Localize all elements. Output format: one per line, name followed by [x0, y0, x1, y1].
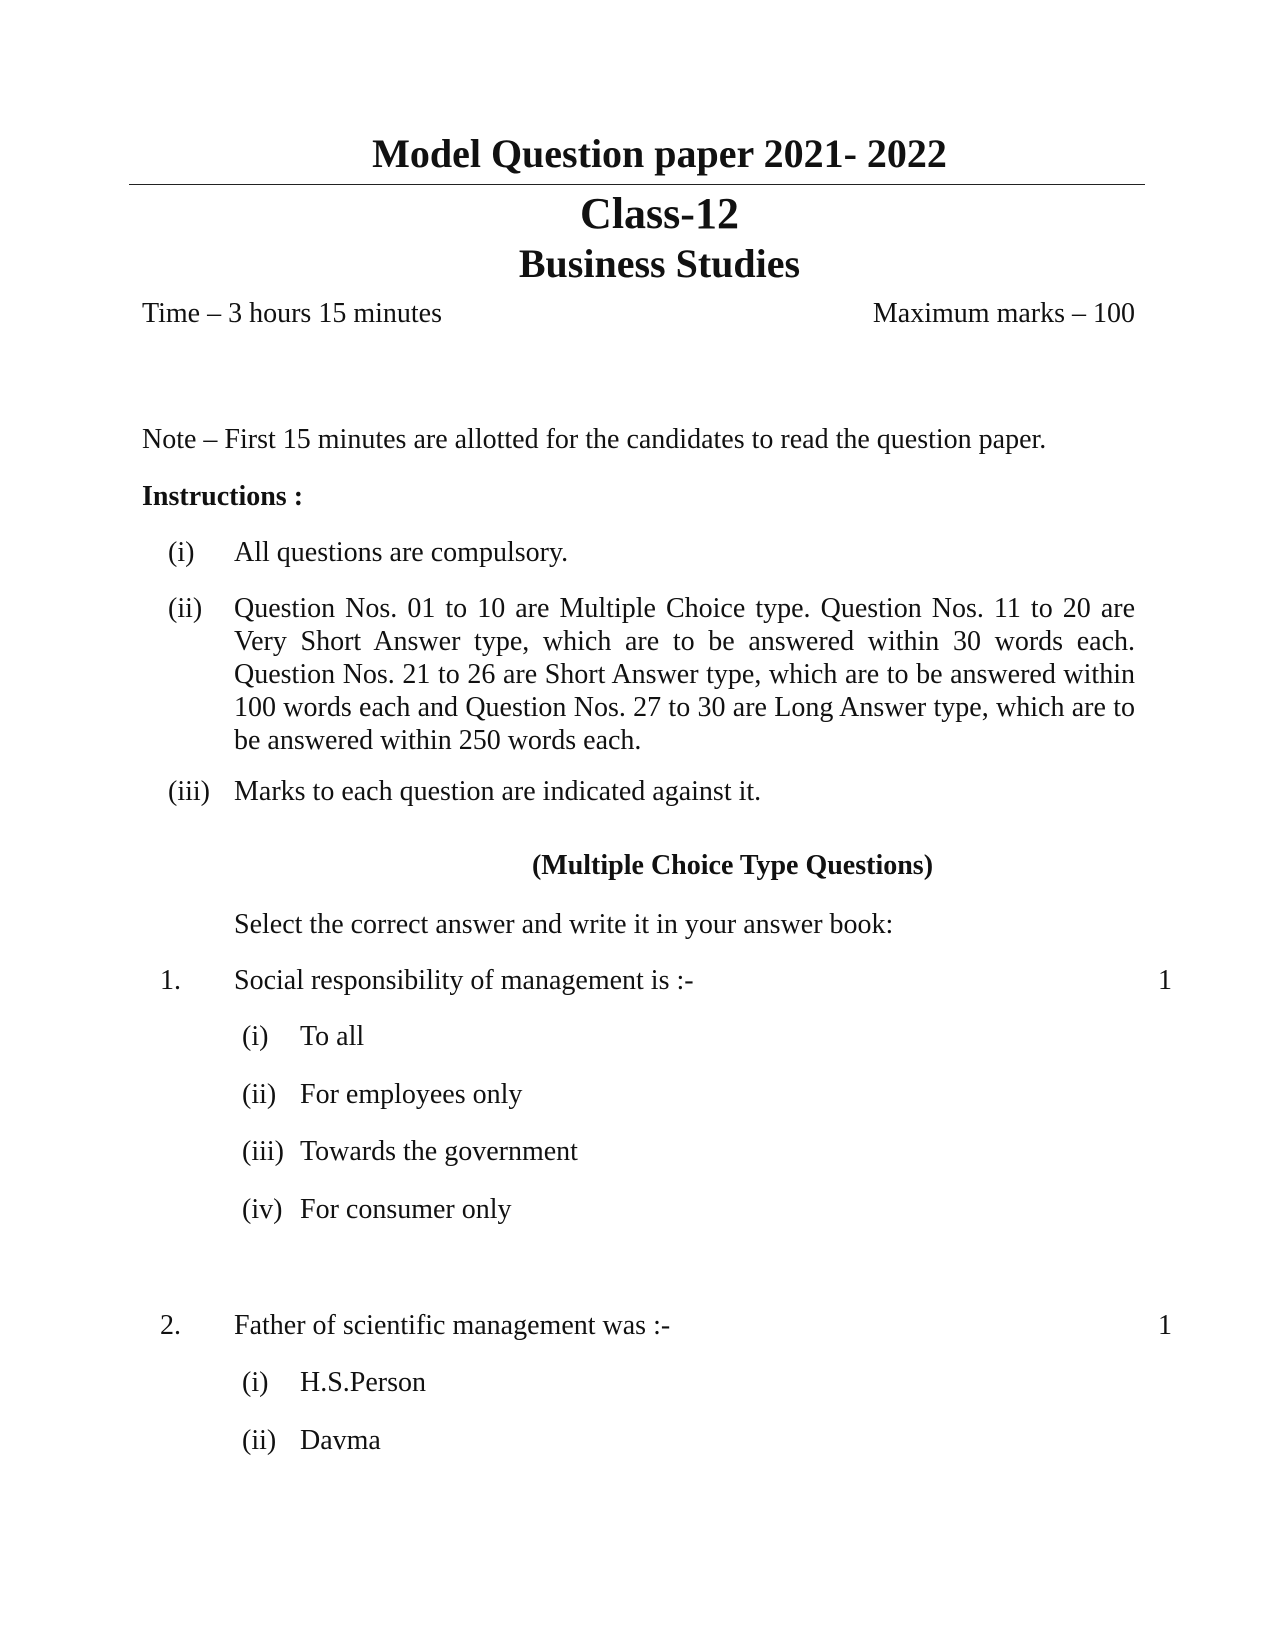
- option-text: For consumer only: [300, 1194, 512, 1225]
- instruction-text: Marks to each question are indicated against it.: [234, 776, 762, 807]
- option-text: Towards the government: [300, 1136, 578, 1167]
- question-text: Father of scientific management was :-: [234, 1310, 671, 1341]
- question-number: 1.: [160, 965, 181, 996]
- question-marks: 1: [1158, 965, 1172, 996]
- instruction-number: (ii): [168, 593, 203, 624]
- option-number: (i): [242, 1367, 269, 1398]
- option-number: (iv): [242, 1194, 283, 1225]
- title-divider: [129, 184, 1145, 185]
- question-number: 2.: [160, 1310, 181, 1341]
- paper-title: Model Question paper 2021- 2022: [372, 131, 947, 176]
- section-heading: (Multiple Choice Type Questions): [531, 850, 934, 881]
- option-number: (iii): [242, 1136, 284, 1167]
- instruction-text: All questions are compulsory.: [234, 537, 569, 568]
- instruction-number: (i): [168, 537, 195, 568]
- subject-title: Business Studies: [518, 241, 801, 286]
- section-direction: Select the correct answer and write it in your answer book:: [234, 909, 894, 940]
- option-text: H.S.Person: [300, 1367, 427, 1398]
- option-text: To all: [300, 1021, 365, 1052]
- instructions-heading: Instructions :: [142, 481, 304, 512]
- instruction-text: Question Nos. 01 to 10 are Multiple Choice type. Question Nos. 11 to 20 are Very Short Answer type, which are to be answered within 30 words each. Question Nos. 21 to 26 are Short Answer type, which are to be answered within 100 words each and Question Nos. 27 to 30 are Long Answer type, which are to be answered within 250 words each.: [234, 593, 1135, 756]
- instruction-number: (iii): [168, 776, 210, 807]
- option-number: (ii): [242, 1425, 277, 1456]
- option-text: Davma: [300, 1425, 381, 1456]
- question-text: Social responsibility of management is :-: [234, 965, 694, 996]
- time-allowed: Time – 3 hours 15 minutes: [142, 298, 442, 329]
- option-text: For employees only: [300, 1079, 523, 1110]
- option-number: (ii): [242, 1079, 277, 1110]
- option-number: (i): [242, 1021, 269, 1052]
- maximum-marks: Maximum marks – 100: [872, 298, 1135, 329]
- class-label: Class-12: [580, 189, 739, 238]
- question-marks: 1: [1158, 1310, 1172, 1341]
- reading-time-note: Note – First 15 minutes are allotted for the candidates to read the question paper.: [142, 424, 1047, 455]
